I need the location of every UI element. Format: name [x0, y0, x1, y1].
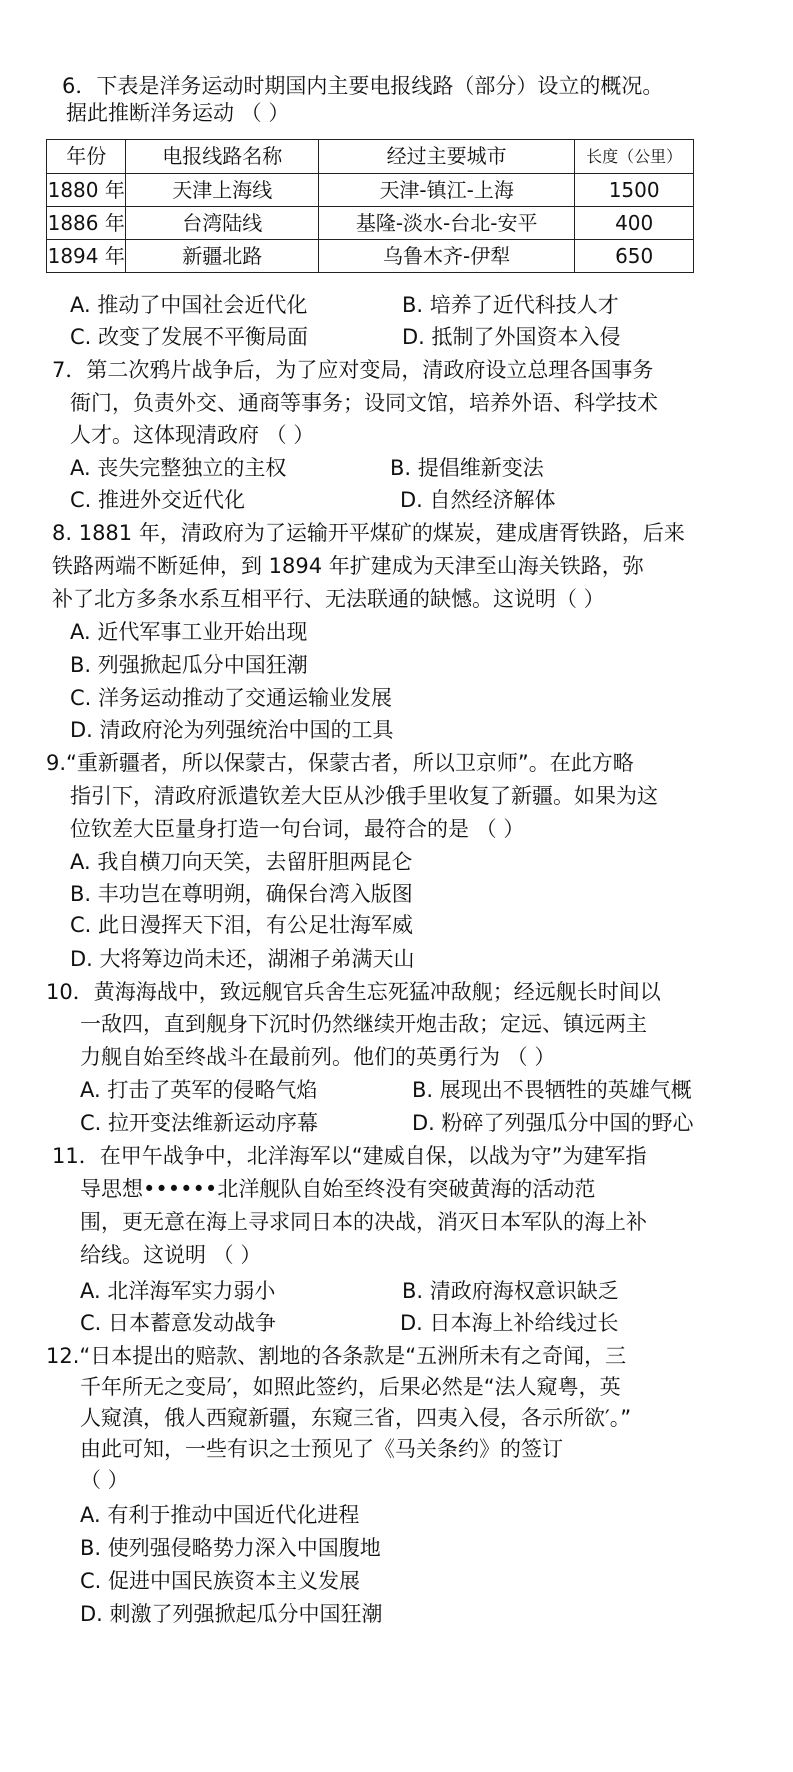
q11-stem-line4: 给线。这说明 （ ）	[80, 1243, 262, 1267]
q8-option-c: C. 洋务运动推动了交通运输业发展	[70, 686, 393, 710]
table-cell-length: 400	[575, 207, 694, 240]
table-header-year: 年份	[47, 140, 126, 174]
q9-stem-line1: 9.“重新疆者，所以保蒙古，保蒙古者，所以卫京师”。在此方略	[46, 751, 634, 775]
q10-option-b: B. 展现出不畏牺牲的英雄气概	[412, 1078, 692, 1102]
q10-stem-line1: 10．黄海海战中，致远舰官兵舍生忘死猛冲敌舰；经远舰长时间以	[46, 980, 661, 1004]
q11-option-c: C. 日本蓄意发动战争	[80, 1311, 277, 1335]
q7-option-a: A. 丧失完整独立的主权	[70, 456, 287, 480]
q11-stem-line1: 11．在甲午战争中，北洋海军以“建威自保，以战为守”为建军指	[52, 1144, 647, 1168]
q6-option-a: A. 推动了中国社会近代化	[70, 293, 308, 317]
table-cell-line-name: 台湾陆线	[126, 207, 319, 240]
q7-option-b: B. 提倡维新变法	[390, 456, 544, 480]
q12-option-d: D. 刺激了列强掀起瓜分中国狂潮	[80, 1602, 383, 1626]
q9-option-b: B. 丰功岂在尊明朔，确保台湾入版图	[70, 882, 413, 906]
table-cell-length: 650	[575, 240, 694, 273]
telegraph-lines-table	[46, 139, 694, 273]
table-cell-year: 1886 年	[47, 207, 126, 240]
q8-stem-line2: 铁路两端不断延伸，到 1894 年扩建成为天津至山海关铁路，弥	[52, 554, 644, 578]
q9-option-c: C. 此日漫挥天下泪，有公足壮海军威	[70, 913, 414, 937]
table-cell-year: 1894 年	[47, 240, 126, 273]
q8-stem-line3: 补了北方多条水系互相平行、无法联通的缺憾。这说明（ ）	[52, 587, 605, 611]
q6-stem-line2: 据此推断洋务运动 （ ）	[66, 101, 290, 125]
q6-option-c: C. 改变了发展不平衡局面	[70, 325, 309, 349]
q8-option-d: D. 清政府沦为列强统治中国的工具	[70, 718, 394, 742]
q11-stem-line3: 围，更无意在海上寻求同日本的决战，消灭日本军队的海上补	[80, 1210, 647, 1234]
q7-option-c: C. 推进外交近代化	[70, 488, 246, 512]
table-row	[47, 240, 694, 273]
q7-stem-line2: 衙门，负责外交、通商等事务；设同文馆，培养外语、科学技术	[70, 391, 658, 415]
q7-option-d: D. 自然经济解体	[400, 488, 556, 512]
q11-option-b: B. 清政府海权意识缺乏	[402, 1279, 619, 1303]
q9-stem-line3: 位钦差大臣量身打造一句台词，最符合的是 （ ）	[70, 817, 525, 841]
table-cell-cities: 基隆-淡水-台北-安平	[319, 207, 575, 240]
q11-option-d: D. 日本海上补给线过长	[400, 1311, 619, 1335]
q12-option-b: B. 使列强侵略势力深入中国腹地	[80, 1536, 381, 1560]
q11-stem-line2: 导思想••••••北洋舰队自始至终没有突破黄海的活动范	[80, 1177, 596, 1201]
table-row	[47, 174, 694, 207]
q6-option-d: D. 抵制了外国资本入侵	[402, 325, 621, 349]
table-cell-length: 1500	[575, 174, 694, 207]
q7-stem-line3: 人才。这体现清政府 （ ）	[70, 423, 315, 447]
q7-stem-line1: 7．第二次鸦片战争后，为了应对变局，清政府设立总理各国事务	[52, 358, 654, 382]
q12-stem-line3: 人窥滇，俄人西窥新疆，东窥三省，四夷入侵，各示所欲′。”	[80, 1406, 632, 1430]
q10-stem-line2: 一敌四，直到舰身下沉时仍然继续开炮击敌；定远、镇远两主	[80, 1012, 647, 1036]
q10-option-c: C. 拉开变法维新运动序幕	[80, 1111, 319, 1135]
q8-option-a: A. 近代军事工业开始出现	[70, 620, 308, 644]
q10-option-a: A. 打击了英军的侵略气焰	[80, 1078, 318, 1102]
q9-option-d: D. 大将筹边尚未还，湖湘子弟满天山	[70, 947, 415, 971]
q10-stem-line3: 力舰自始至终战斗在最前列。他们的英勇行为 （ ）	[80, 1045, 556, 1069]
q9-option-a: A. 我自横刀向天笑，去留肝胆两昆仑	[70, 850, 413, 874]
table-cell-line-name: 天津上海线	[126, 174, 319, 207]
q8-stem-line1: 8. 1881 年，清政府为了运输开平煤矿的煤炭，建成唐胥铁路，后来	[52, 521, 685, 545]
q12-stem-line1: 12.“日本提出的赔款、割地的各条款是“五洲所未有之奇闻，三	[46, 1344, 627, 1368]
q8-option-b: B. 列强掀起瓜分中国狂潮	[70, 653, 308, 677]
q12-stem-line5: （ ）	[80, 1468, 129, 1492]
table-header-cities: 经过主要城市	[319, 140, 575, 174]
q6-option-b: B. 培养了近代科技人才	[402, 293, 619, 317]
table-cell-cities: 天津-镇江-上海	[319, 174, 575, 207]
q12-option-a: A. 有利于推动中国近代化进程	[80, 1503, 360, 1527]
q10-option-d: D. 粉碎了列强瓜分中国的野心	[412, 1111, 694, 1135]
q12-option-c: C. 促进中国民族资本主义发展	[80, 1569, 361, 1593]
q12-stem-line2: 千年所无之变局′，如照此签约，后果必然是“法人窥粤，英	[80, 1375, 621, 1399]
q6-stem-line1: 6．下表是洋务运动时期国内主要电报线路（部分）设立的概况。	[62, 74, 664, 98]
table-header-row	[47, 140, 694, 174]
table-cell-cities: 乌鲁木齐-伊犁	[319, 240, 575, 273]
q11-option-a: A. 北洋海军实力弱小	[80, 1279, 276, 1303]
table-row	[47, 207, 694, 240]
q12-stem-line4: 由此可知，一些有识之士预见了《马关条约》的签订	[80, 1437, 563, 1461]
table-cell-year: 1880 年	[47, 174, 126, 207]
table-header-line-name: 电报线路名称	[126, 140, 319, 174]
table-cell-line-name: 新疆北路	[126, 240, 319, 273]
q9-stem-line2: 指引下，清政府派遣钦差大臣从沙俄手里收复了新疆。如果为这	[70, 784, 658, 808]
table-header-length: 长度（公里）	[575, 140, 694, 174]
